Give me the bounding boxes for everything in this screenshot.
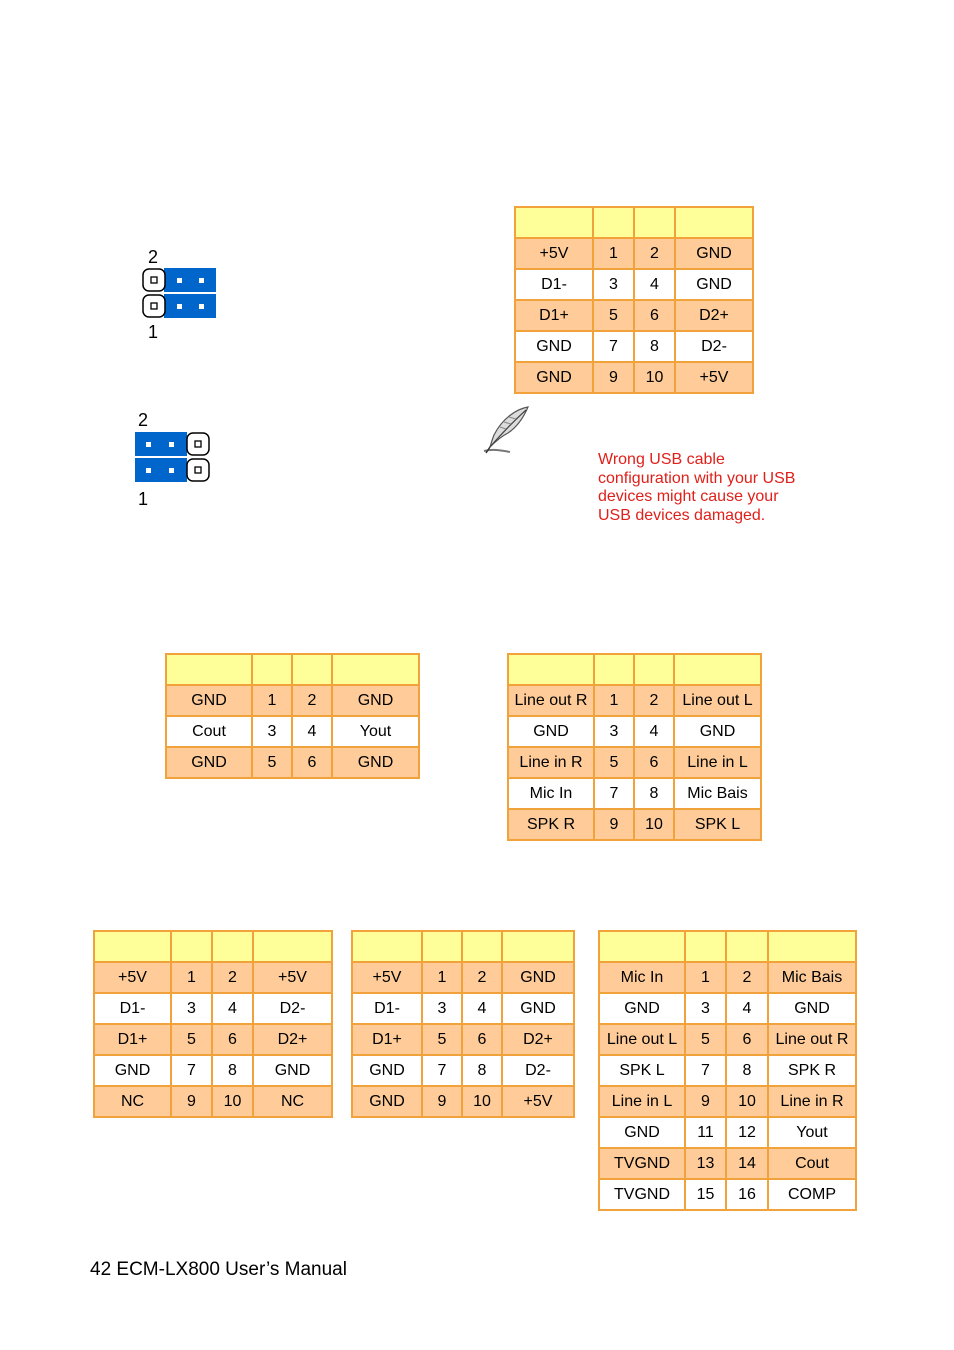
signal-cell: D2+ [253,1024,332,1055]
signal-cell: SPK R [768,1055,856,1086]
table-row [166,716,419,747]
table-row [352,962,574,993]
signal-cell: TVGND [599,1179,685,1210]
signal-cell: Yout [768,1117,856,1148]
signal-cell: Mic Bais [768,962,856,993]
signal-cell: Line out L [599,1024,685,1055]
pin-cell: 10 [726,1086,768,1117]
pin-cell: 4 [634,269,675,300]
signal-cell: SPK L [599,1055,685,1086]
jumper1-top-label: 2 [148,247,159,267]
pin-cell: 13 [685,1148,726,1179]
table-header-row [515,207,753,238]
signal-cell: Mic Bais [674,778,761,809]
signal-cell: D2- [253,993,332,1024]
signal-cell: D1- [352,993,422,1024]
pin-cell: 8 [212,1055,253,1086]
signal-cell: Cout [166,716,252,747]
table-header-row [94,931,332,962]
signal-cell: Line out R [508,685,594,716]
jumper1-diagram [140,266,220,322]
table-row [94,1086,332,1117]
pin-cell: 7 [594,778,634,809]
pin-cell: 16 [726,1179,768,1210]
pin-cell: 9 [685,1086,726,1117]
signal-cell: GND [675,269,753,300]
signal-cell: +5V [515,238,593,269]
signal-cell: GND [332,747,419,778]
signal-cell: GND [599,1117,685,1148]
page-footer: 42 ECM-LX800 User’s Manual [90,1259,347,1280]
pin-cell: 3 [593,269,634,300]
table-row [508,778,761,809]
pin-cell: 5 [422,1024,462,1055]
signal-cell: GND [515,362,593,393]
signal-cell: D2- [502,1055,574,1086]
pin-cell: 8 [634,778,674,809]
pin-cell: 8 [462,1055,502,1086]
table-header-row [599,931,856,962]
signal-cell: D2+ [502,1024,574,1055]
pin-cell: 3 [685,993,726,1024]
jumper1-bottom-label: 1 [148,322,159,342]
pin-cell: 4 [462,993,502,1024]
signal-cell: GND [352,1055,422,1086]
pin-cell: 10 [634,362,675,393]
pin-cell: 4 [292,716,332,747]
pin-cell: 1 [593,238,634,269]
table-row [515,362,753,393]
pin-cell: 1 [171,962,212,993]
signal-cell: Cout [768,1148,856,1179]
pin-cell: 15 [685,1179,726,1210]
signal-cell: GND [166,747,252,778]
table-row [599,993,856,1024]
pin-cell: 3 [422,993,462,1024]
signal-cell: +5V [352,962,422,993]
table-row [508,685,761,716]
table-header-row [166,654,419,685]
table-row [94,1055,332,1086]
pin-cell: 8 [726,1055,768,1086]
jumper2-diagram [133,430,213,486]
audio-tv-pinout-table [598,930,857,1211]
signal-cell: D1+ [94,1024,171,1055]
pin-cell: 7 [685,1055,726,1086]
pin-cell: 2 [292,685,332,716]
table-row [352,1024,574,1055]
signal-cell: GND [332,685,419,716]
pin-cell: 3 [594,716,634,747]
table-row [508,747,761,778]
table-row [599,1024,856,1055]
pin-cell: 8 [634,331,675,362]
pin-cell: 1 [422,962,462,993]
table-row [515,269,753,300]
pin-cell: 4 [212,993,253,1024]
pin-cell: 2 [634,685,674,716]
pin-cell: 2 [726,962,768,993]
usb-nc-pinout-table [93,930,333,1118]
signal-cell: COMP [768,1179,856,1210]
pin-cell: 1 [594,685,634,716]
jumper2-bottom-label: 1 [138,489,149,509]
audio-pinout-table [507,653,762,841]
signal-cell: D2+ [675,300,753,331]
pin-cell: 7 [593,331,634,362]
signal-cell: GND [352,1086,422,1117]
pin-cell: 11 [685,1117,726,1148]
pin-cell: 6 [212,1024,253,1055]
table-row [352,1086,574,1117]
table-row [508,716,761,747]
table-row [599,1148,856,1179]
usb-pinout-table [514,206,754,394]
pin-cell: 5 [594,747,634,778]
table-row [352,993,574,1024]
pin-cell: 10 [462,1086,502,1117]
signal-cell: NC [253,1086,332,1117]
signal-cell: GND [502,962,574,993]
table-row [94,962,332,993]
table-row [508,809,761,840]
signal-cell: D2- [675,331,753,362]
pin-cell: 9 [593,362,634,393]
signal-cell: Line out R [768,1024,856,1055]
signal-cell: GND [675,238,753,269]
table-row [515,331,753,362]
signal-cell: GND [674,716,761,747]
pin-cell: 9 [594,809,634,840]
signal-cell: Line in L [599,1086,685,1117]
signal-cell: Line out L [674,685,761,716]
signal-cell: D1+ [515,300,593,331]
pin-cell: 5 [685,1024,726,1055]
signal-cell: GND [515,331,593,362]
feather-pen-icon [480,403,534,457]
pin-cell: 7 [422,1055,462,1086]
signal-cell: +5V [502,1086,574,1117]
signal-cell: GND [166,685,252,716]
signal-cell: SPK R [508,809,594,840]
pin-cell: 10 [212,1086,253,1117]
pin-cell: 10 [634,809,674,840]
pin-cell: 3 [252,716,292,747]
table-row [515,238,753,269]
signal-cell: GND [94,1055,171,1086]
signal-cell: GND [253,1055,332,1086]
signal-cell: Line in L [674,747,761,778]
pin-cell: 4 [634,716,674,747]
tv-out-pinout-table [165,653,420,779]
pin-cell: 6 [462,1024,502,1055]
signal-cell: +5V [675,362,753,393]
signal-cell: D1+ [352,1024,422,1055]
pin-cell: 12 [726,1117,768,1148]
pin-cell: 5 [593,300,634,331]
signal-cell: +5V [253,962,332,993]
table-row [599,1055,856,1086]
signal-cell: SPK L [674,809,761,840]
pin-cell: 2 [212,962,253,993]
signal-cell: NC [94,1086,171,1117]
table-row [515,300,753,331]
pin-cell: 9 [171,1086,212,1117]
pin-cell: 2 [634,238,675,269]
pin-cell: 7 [171,1055,212,1086]
signal-cell: D1- [515,269,593,300]
signal-cell: Line in R [768,1086,856,1117]
table-row [166,747,419,778]
signal-cell: GND [599,993,685,1024]
table-row [599,1117,856,1148]
pin-cell: 6 [292,747,332,778]
signal-cell: GND [768,993,856,1024]
signal-cell: GND [508,716,594,747]
signal-cell: Mic In [508,778,594,809]
signal-cell: TVGND [599,1148,685,1179]
signal-cell: D1- [94,993,171,1024]
pin-cell: 6 [726,1024,768,1055]
pin-cell: 2 [462,962,502,993]
usb-warning-note: Wrong USB cable configuration with your USB devices might cause your USB devices damaged. [598,451,796,524]
pin-cell: 14 [726,1148,768,1179]
pin-cell: 1 [252,685,292,716]
pin-cell: 6 [634,747,674,778]
pin-cell: 5 [252,747,292,778]
table-row [94,1024,332,1055]
table-header-row [352,931,574,962]
table-row [599,1179,856,1210]
jumper2-top-label: 2 [138,410,149,430]
signal-cell: Line in R [508,747,594,778]
signal-cell: +5V [94,962,171,993]
table-header-row [508,654,761,685]
table-row [94,993,332,1024]
table-row [599,1086,856,1117]
table-row [352,1055,574,1086]
pin-cell: 9 [422,1086,462,1117]
pin-cell: 1 [685,962,726,993]
signal-cell: GND [502,993,574,1024]
table-row [599,962,856,993]
table-row [166,685,419,716]
pin-cell: 5 [171,1024,212,1055]
signal-cell: Yout [332,716,419,747]
pin-cell: 4 [726,993,768,1024]
pin-cell: 3 [171,993,212,1024]
signal-cell: Mic In [599,962,685,993]
pin-cell: 6 [634,300,675,331]
usb-bottom-pinout-table [351,930,575,1118]
